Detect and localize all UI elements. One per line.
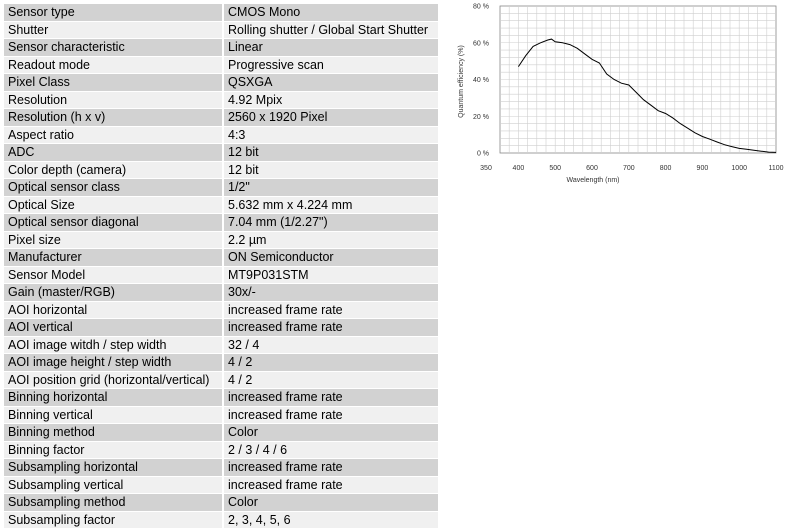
spec-label: Binning factor [4,441,223,459]
spec-row [4,266,438,284]
spec-value: CMOS Mono [223,4,438,22]
spec-row [4,424,438,442]
quantum-efficiency-chart [450,0,790,190]
spec-row [4,231,438,249]
spec-value: 2, 3, 4, 5, 6 [223,511,438,528]
spec-row [4,196,438,214]
spec-label: ADC [4,144,223,162]
spec-row [4,336,438,354]
x-tick-label: 700 [623,165,635,172]
spec-value: increased frame rate [223,406,438,424]
spec-row [4,161,438,179]
spec-label: Aspect ratio [4,126,223,144]
spec-value: 30x/- [223,284,438,302]
spec-value: 4:3 [223,126,438,144]
x-tick-label: 400 [513,165,525,172]
x-tick-label: 600 [586,165,598,172]
chart-grid [500,6,776,153]
spec-label: Resolution [4,91,223,109]
spec-row [4,319,438,337]
spec-row [4,4,438,22]
spec-label: AOI vertical [4,319,223,337]
spec-value: increased frame rate [223,476,438,494]
spec-value: increased frame rate [223,319,438,337]
y-tick-label: 60 % [473,40,489,47]
y-tick-label: 0 % [477,151,489,158]
x-tick-label: 350 [480,165,492,172]
spec-row [4,389,438,407]
spec-label: AOI horizontal [4,301,223,319]
spec-value: 5.632 mm x 4.224 mm [223,196,438,214]
spec-value: increased frame rate [223,301,438,319]
spec-value: Color [223,494,438,512]
spec-value: 4.92 Mpix [223,91,438,109]
spec-value: 4 / 2 [223,371,438,389]
specification-rows [4,4,438,528]
spec-row [4,354,438,372]
spec-value: 4 / 2 [223,354,438,372]
spec-label: Sensor characteristic [4,39,223,57]
spec-row [4,56,438,74]
spec-value: increased frame rate [223,389,438,407]
spec-row [4,91,438,109]
y-tick-label: 40 % [473,77,489,84]
spec-label: Binning method [4,424,223,442]
spec-value: Rolling shutter / Global Start Shutter [223,21,438,39]
spec-row [4,179,438,197]
spec-value: 2.2 µm [223,231,438,249]
spec-value: 2560 x 1920 Pixel [223,109,438,127]
spec-label: Gain (master/RGB) [4,284,223,302]
spec-value: QSXGA [223,74,438,92]
y-axis-label: Quantum efficiency (%) [458,45,465,118]
spec-label: Pixel size [4,231,223,249]
spec-value: ON Semiconductor [223,249,438,267]
y-tick-label: 20 % [473,114,489,121]
spec-label: Manufacturer [4,249,223,267]
spec-row [4,214,438,232]
spec-value: 32 / 4 [223,336,438,354]
spec-label: Subsampling method [4,494,223,512]
spec-row [4,126,438,144]
spec-value: 12 bit [223,144,438,162]
spec-row [4,21,438,39]
spec-label: Sensor type [4,4,223,22]
spec-value: 7.04 mm (1/2.27") [223,214,438,232]
spec-value: increased frame rate [223,459,438,477]
spec-value: Progressive scan [223,56,438,74]
x-axis-label: Wavelength (nm) [566,177,619,184]
x-tick-label: 900 [697,165,709,172]
spec-row [4,249,438,267]
spec-label: Subsampling factor [4,511,223,528]
specification-table [4,3,438,528]
spec-row [4,74,438,92]
x-tick-label: 1000 [731,165,747,172]
spec-value: 1/2" [223,179,438,197]
spec-row [4,459,438,477]
spec-label: Color depth (camera) [4,161,223,179]
spec-label: Resolution (h x v) [4,109,223,127]
spec-row [4,406,438,424]
spec-label: Binning vertical [4,406,223,424]
spec-label: AOI position grid (horizontal/vertical) [4,371,223,389]
spec-label: Optical Size [4,196,223,214]
spec-row [4,476,438,494]
spec-row [4,511,438,528]
spec-label: Optical sensor diagonal [4,214,223,232]
spec-label: AOI image witdh / step width [4,336,223,354]
x-tick-label: 1100 [768,165,783,172]
spec-value: Linear [223,39,438,57]
spec-row [4,494,438,512]
spec-row [4,371,438,389]
spec-label: Sensor Model [4,266,223,284]
spec-label: Readout mode [4,56,223,74]
spec-value: Color [223,424,438,442]
chart-ticks [473,4,784,173]
spec-label: Optical sensor class [4,179,223,197]
spec-row [4,301,438,319]
spec-value: 2 / 3 / 4 / 6 [223,441,438,459]
spec-row [4,441,438,459]
spec-label: Binning horizontal [4,389,223,407]
x-tick-label: 500 [549,165,561,172]
spec-row [4,284,438,302]
spec-label: Pixel Class [4,74,223,92]
x-tick-label: 800 [660,165,672,172]
spec-label: Subsampling horizontal [4,459,223,477]
y-tick-label: 80 % [473,4,489,11]
spec-label: Subsampling vertical [4,476,223,494]
spec-value: 12 bit [223,161,438,179]
spec-label: AOI image height / step width [4,354,223,372]
spec-value: MT9P031STM [223,266,438,284]
spec-label: Shutter [4,21,223,39]
spec-row [4,39,438,57]
spec-row [4,144,438,162]
spec-row [4,109,438,127]
